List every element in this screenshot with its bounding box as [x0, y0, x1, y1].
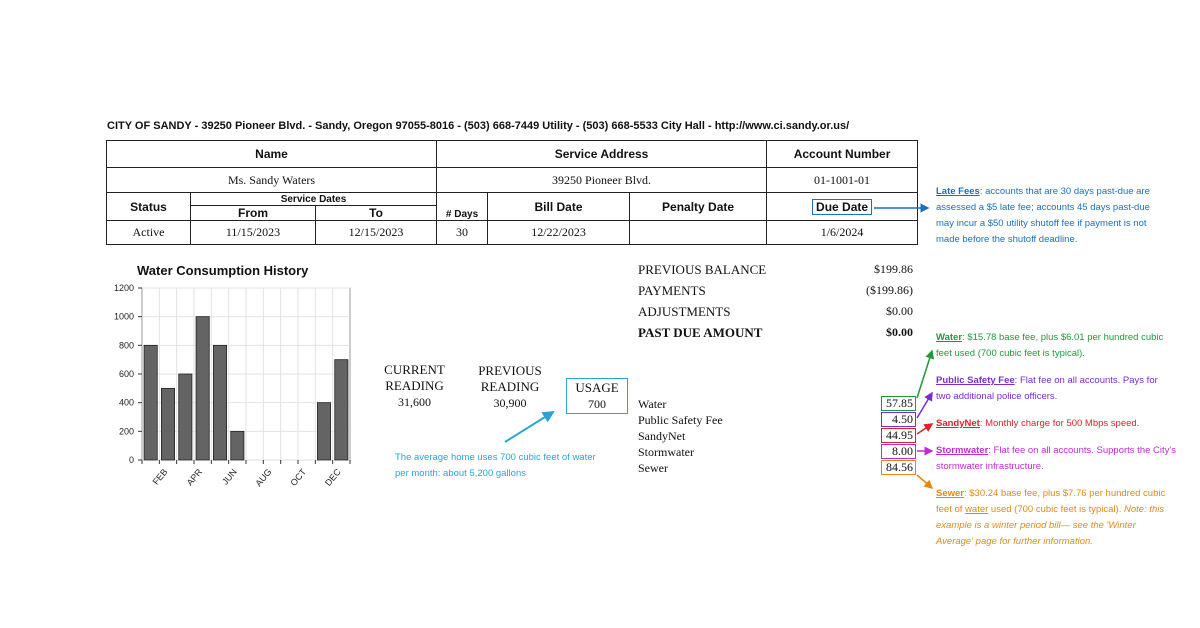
status-header: Status [107, 193, 191, 221]
stormwater-note-text: : Flat fee on all accounts. Supports the City's stormwater infrastructure. [936, 445, 1176, 472]
charge-amount-sandynet: 44.95 [881, 428, 916, 443]
charge-label-stormwater: Stormwater [638, 445, 694, 459]
public-safety-note [936, 373, 1170, 405]
days-header: # Days [437, 193, 488, 221]
service-dates-header: Service Dates [191, 193, 437, 206]
sewer-note-title: Sewer [936, 488, 964, 499]
water-arrow [917, 351, 932, 398]
service-address-header: Service Address [437, 141, 767, 168]
water-note-text: : $15.78 base fee, plus $6.01 per hundred cubic feet used (700 cubic feet is typical). [936, 332, 1164, 359]
penalty-date-header: Penalty Date [630, 193, 767, 221]
name-header: Name [107, 141, 437, 168]
stormwater-note [936, 443, 1184, 475]
charge-amount-public-safety: 4.50 [881, 412, 916, 427]
public-safety-note-title: Public Safety Fee [936, 375, 1015, 386]
charge-label-sandynet: SandyNet [638, 429, 686, 443]
customer-name: Ms. Sandy Waters [107, 168, 437, 193]
chart-title: Water Consumption History [137, 263, 309, 278]
usage-note-arrow [505, 412, 553, 442]
sandynet-note [936, 416, 1176, 432]
sewer-note-text-1: : $30.24 base fee, plus $7.76 per hundred cubic feet of [936, 488, 1166, 515]
current-reading-label-2: READING [385, 378, 444, 393]
past-due-label: PAST DUE AMOUNT [638, 325, 763, 340]
y-tick-label: 0 [128, 455, 134, 465]
previous-reading-label-2: READING [480, 379, 540, 394]
ledger-amount: $0.00 [886, 304, 913, 318]
ledger-label: PREVIOUS BALANCE [638, 262, 767, 277]
y-tick-label: 400 [118, 397, 134, 408]
days-value: 30 [437, 221, 488, 245]
x-tick-label: JUN [219, 466, 239, 487]
status-value: Active [107, 221, 191, 245]
x-tick-label: FEB [150, 466, 170, 487]
sewer-note [936, 486, 1166, 550]
charge-label-sewer: Sewer [638, 461, 668, 475]
bill-date-value: 12/22/2023 [488, 221, 630, 245]
sewer-note-water-word: water [965, 504, 989, 515]
from-value: 11/15/2023 [191, 221, 316, 245]
bill-date-header: Bill Date [488, 193, 630, 221]
y-tick-label: 200 [118, 426, 134, 437]
late-fees-text: : accounts that are 30 days past-due are assessed a $5 late fee; accounts 45 days past-due may incur a $50 utility shutoff fee if payment is not made before the shutoff deadline. [936, 186, 1150, 245]
sewer-note-text-2: used (700 cubic feet is typical). [988, 504, 1125, 515]
sewer-note-italic: Note: this example is a winter period bill— see the 'Winter Average' page for further information. [936, 504, 1165, 547]
x-tick-label: AUG [253, 466, 274, 489]
late-fees-note [936, 184, 1162, 248]
ledger-amount: ($199.86) [866, 283, 913, 297]
charge-amount-stormwater: 8.00 [881, 444, 916, 459]
ledger-label: PAYMENTS [638, 283, 706, 298]
charge-label-water: Water [638, 397, 667, 411]
usage-label: USAGE [575, 380, 619, 395]
due-date-label: Due Date [812, 199, 872, 215]
x-tick-label: APR [184, 466, 205, 488]
public-safety-arrow [917, 393, 932, 418]
to-value: 12/15/2023 [316, 221, 437, 245]
previous-reading-value: 30,900 [493, 396, 527, 410]
to-header: To [316, 206, 437, 221]
ledger-amount: $199.86 [874, 262, 913, 276]
from-header: From [191, 206, 316, 221]
average-usage-note: The average home uses 700 cubic feet of water per month: about 5,200 gallons [395, 452, 596, 479]
past-due-amount: $0.00 [886, 325, 913, 339]
sandynet-arrow [917, 424, 932, 434]
previous-reading-label-1: PREVIOUS [478, 363, 542, 378]
usage-value: 700 [588, 397, 606, 411]
charge-label-public-safety: Public Safety Fee [638, 413, 723, 427]
water-note [936, 330, 1170, 362]
late-fees-title: Late Fees [936, 186, 980, 197]
city-header: CITY OF SANDY - 39250 Pioneer Blvd. - Sandy, Oregon 97055-8016 - (503) 668-7449 Utility - (503) 668-5533 City Hall - http://www.ci.sandy.or.us/ [107, 120, 850, 132]
x-tick-label: OCT [288, 466, 309, 488]
charge-amount-sewer: 84.56 [881, 460, 916, 475]
y-tick-label: 600 [118, 369, 134, 379]
service-address: 39250 Pioneer Blvd. [437, 168, 767, 193]
y-tick-label: 1200 [113, 283, 134, 293]
due-date-value: 1/6/2024 [767, 221, 918, 245]
sandynet-note-text: : Monthly charge for 500 Mbps speed. [979, 418, 1140, 429]
public-safety-note-text: : Flat fee on all accounts. Pays for two additional police officers. [936, 375, 1158, 402]
x-tick-label: DEC [322, 466, 343, 488]
stormwater-note-title: Stormwater [936, 445, 989, 456]
water-note-title: Water [936, 332, 963, 343]
sandynet-note-title: SandyNet [936, 418, 980, 429]
current-reading-label-1: CURRENT [384, 362, 445, 377]
charge-amount-water: 57.85 [881, 396, 916, 411]
y-tick-label: 1000 [113, 311, 134, 322]
account-number-header: Account Number [767, 141, 918, 168]
sewer-arrow [917, 475, 932, 488]
current-reading-value: 31,600 [398, 395, 431, 409]
account-number: 01-1001-01 [767, 168, 918, 193]
y-tick-label: 800 [118, 340, 134, 351]
ledger-label: ADJUSTMENTS [638, 304, 731, 319]
